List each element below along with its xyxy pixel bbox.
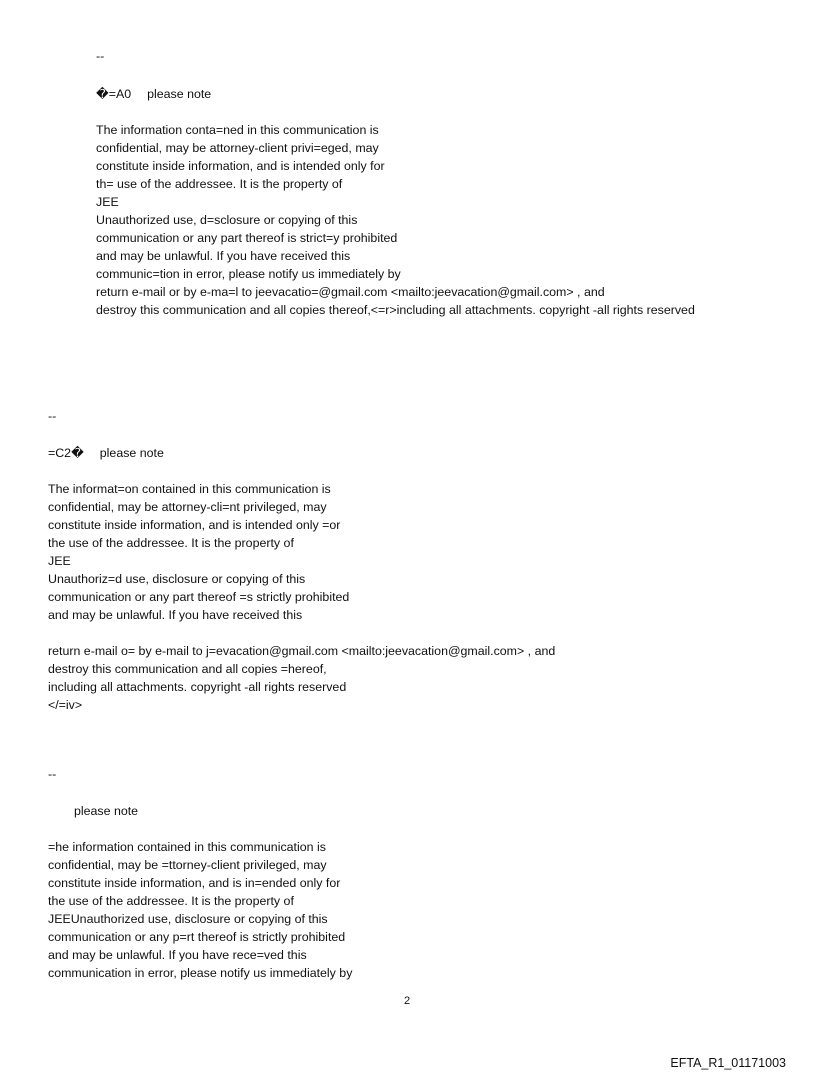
body-line: constitute inside information, and is in=ended only for <box>48 876 341 890</box>
body-line: destroy this communication and all copies =hereof, <box>48 662 327 676</box>
body-line: constitute inside information, and is intended only for <box>96 159 385 173</box>
body-line: return e-mail or by e-ma=l to jeevacatio=@gmail.com <mailto:jeevacation@gmail.com> , and <box>96 285 605 299</box>
body-line: th= use of the addressee. It is the property of <box>96 177 343 191</box>
separator: -- <box>48 409 57 423</box>
encoding-marker: =C2� <box>48 446 84 460</box>
body-line: communication or any part thereof =s strictly prohibited <box>48 590 350 604</box>
body-line: =he information contained in this communication is <box>48 840 326 854</box>
body-line: communication or any part thereof is strict=y prohibited <box>96 231 398 245</box>
body-line: and may be unlawful. If you have received this <box>48 608 303 622</box>
body-line: and may be unlawful. If you have received this <box>96 249 351 263</box>
body-line: the use of the addressee. It is the property of <box>48 894 294 908</box>
body-line: and may be unlawful. If you have rece=ved this <box>48 948 307 962</box>
body-line: The informat=on contained in this communication is <box>48 482 331 496</box>
body-line: including all attachments. copyright -all rights reserved <box>48 680 347 694</box>
heading-text: please note <box>99 446 164 460</box>
body-line: confidential, may be attorney-cli=nt privileged, may <box>48 500 327 514</box>
body-line: JEE <box>48 554 71 568</box>
body-line: JEEUnauthorized use, disclosure or copying of this <box>48 912 328 926</box>
section-heading <box>96 85 211 103</box>
section-heading <box>48 444 164 462</box>
body-line: Unauthorized use, d=sclosure or copying of this <box>96 213 358 227</box>
body-line: </=iv> <box>48 698 83 712</box>
body-line: the use of the addressee. It is the property of <box>48 536 294 550</box>
body-line: communic=tion in error, please notify us immediately by <box>96 267 401 281</box>
separator: -- <box>96 49 105 63</box>
page-number: 2 <box>404 995 411 1007</box>
body-line: constitute inside information, and is intended only =or <box>48 518 341 532</box>
encoding-marker: �=A0 <box>96 87 132 101</box>
body-line: JEE <box>96 195 119 209</box>
body-line: communication in error, please notify us immediately by <box>48 966 353 980</box>
body-line: The information conta=ned in this communication is <box>96 123 379 137</box>
body-line: return e-mail o= by e-mail to j=evacation@gmail.com <mailto:jeevacation@gmail.com> , and <box>48 644 556 658</box>
body-line: Unauthoriz=d use, disclosure or copying of this <box>48 572 306 586</box>
heading-text: please note <box>147 87 212 101</box>
body-line: confidential, may be =ttorney-client privileged, may <box>48 858 327 872</box>
separator: -- <box>48 767 57 781</box>
document-id: EFTA_R1_01171003 <box>670 1056 786 1070</box>
section-heading: please note <box>74 804 139 818</box>
body-line: destroy this communication and all copies thereof,<=r>including all attachments. copyright -all rights reserved <box>96 303 695 317</box>
body-line: confidential, may be attorney-client privi=eged, may <box>96 141 379 155</box>
body-line: communication or any p=rt thereof is strictly prohibited <box>48 930 346 944</box>
